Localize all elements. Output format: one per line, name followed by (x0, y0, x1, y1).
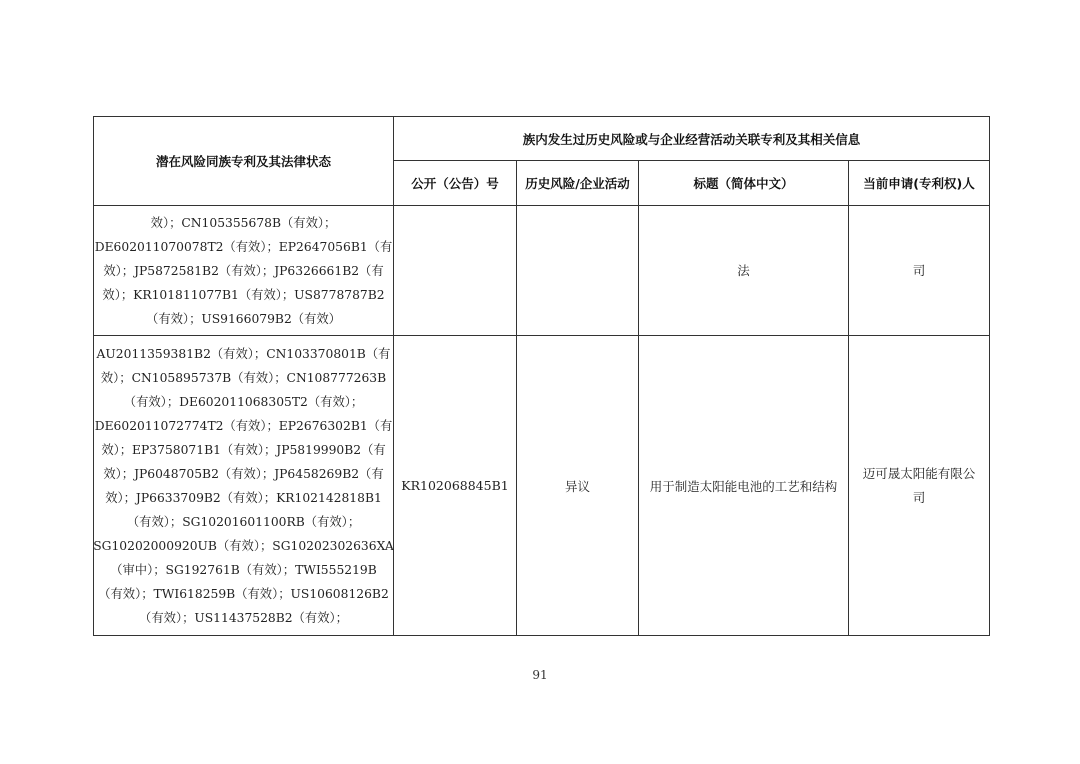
risk-activity-cell: 异议 (517, 336, 639, 636)
risk-activity-cell (517, 206, 639, 336)
family-status-line: 效）；JP5872581B2（有效）；JP6326661B2（有 (103, 263, 384, 278)
family-status-line: SG10202000920UB（有效）；SG10202302636XA (93, 538, 394, 553)
title-text: 法 (737, 262, 750, 278)
family-status-line: DE602011072774T2（有效）；EP2676302B1（有 (94, 418, 393, 433)
owner-cell (849, 336, 990, 636)
page-number: 91 (532, 668, 548, 682)
family-status-line: 效）；CN105895737B（有效）；CN108777263B (100, 370, 387, 385)
family-status-cell (94, 206, 394, 336)
publication-number-cell: KR102068845B1 (394, 336, 517, 636)
owner-line: 司 (912, 489, 926, 505)
family-status-line: （有效）；US11437528B2（有效）； (139, 610, 348, 625)
owner-cell (849, 206, 990, 336)
table-row (94, 336, 990, 636)
family-status-line: （有效）；DE602011068305T2（有效）； (123, 394, 364, 409)
header-publication-number: 公开（公告）号 (394, 161, 517, 206)
title-cell: 用于制造太阳能电池的工艺和结构 (639, 336, 849, 636)
family-status-line: 效）；JP6048705B2（有效）；JP6458269B2（有 (103, 466, 384, 481)
family-status-line: （有效）；TWI618259B（有效）；US10608126B2 (98, 586, 389, 601)
table-row (94, 206, 990, 336)
publication-number-cell (394, 206, 517, 336)
family-status-line: DE602011070078T2（有效）；EP2647056B1（有 (94, 239, 393, 254)
family-status-line: 效）；JP6633709B2（有效）；KR102142818B1 (105, 490, 382, 505)
family-status-line: 效）；KR101811077B1（有效）；US8778787B2 (102, 287, 385, 302)
owner-line: 迈可晟太阳能有限公 (862, 465, 976, 481)
header-current-owner: 当前申请(专利权)人 (849, 161, 990, 206)
header-family-status: 潜在风险同族专利及其法律状态 (94, 117, 394, 206)
title-cell (639, 206, 849, 336)
family-status-line: （有效）；US9166079B2（有效） (146, 311, 341, 326)
family-status-line: 效）；EP3758071B1（有效）；JP5819990B2（有 (101, 442, 386, 457)
family-status-line: （审中）；SG192761B（有效）；TWI555219B (110, 562, 377, 577)
header-title: 标题（简体中文） (639, 161, 849, 206)
family-status-cell (94, 336, 394, 636)
family-status-line: AU2011359381B2（有效）；CN103370801B（有 (96, 346, 391, 361)
header-related-info: 族内发生过历史风险或与企业经营活动关联专利及其相关信息 (394, 117, 990, 161)
patent-table (93, 116, 990, 636)
owner-text: 司 (912, 262, 926, 278)
family-status-line: 效）；CN105355678B（有效）； (150, 215, 337, 230)
family-status-line: （有效）；SG10201601100RB（有效）； (126, 514, 361, 529)
header-risk-activity: 历史风险/企业活动 (517, 161, 639, 206)
